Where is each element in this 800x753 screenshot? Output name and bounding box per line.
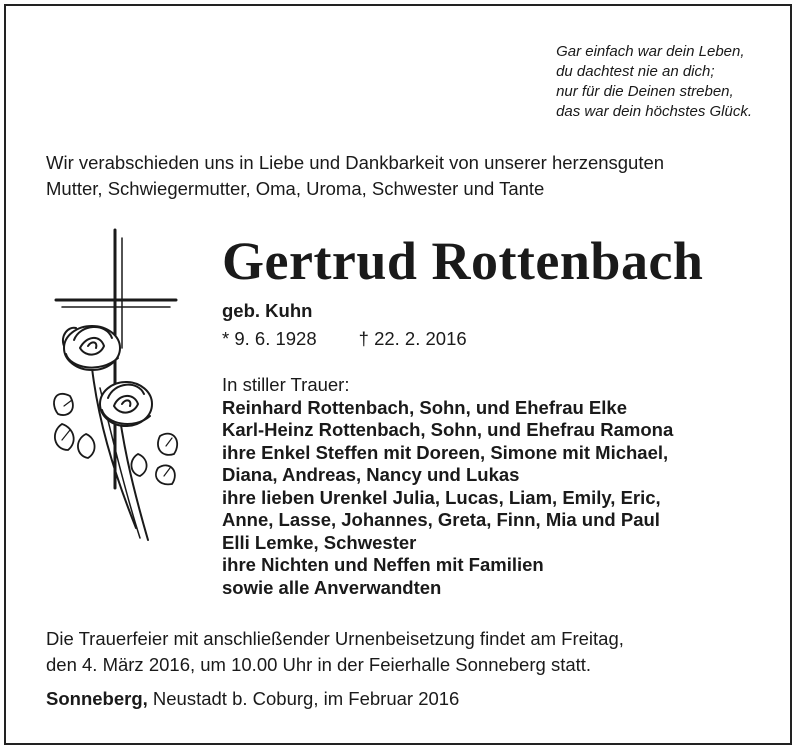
place-rest: Neustadt b. Coburg, im Februar 2016 [147,688,460,709]
place-date-line [46,688,459,710]
mourner-line: Diana, Andreas, Nancy und Lukas [222,464,520,485]
mourners-list [222,374,673,599]
deceased-name: Gertrud Rottenbach [222,231,704,291]
mourner-line: Elli Lemke, Schwester [222,531,417,553]
funeral-info [46,626,624,678]
intro-line: Wir verabschieden uns in Liebe und Dankbarkeit von unserer herzensguten [46,152,665,173]
poem-line: nur für die Deinen streben, [556,83,734,100]
poem [556,42,752,122]
mourner-line: Reinhard Rottenbach, Sohn, und Ehefrau Elke [222,396,627,418]
funeral-info-line: Die Trauerfeier mit anschließender Urnenbeisetzung findet am Freitag, [46,628,624,649]
mourner-line: Karl-Heinz Rottenbach, Sohn, und Ehefrau Ramona [222,419,674,440]
mourner-line: ihre Nichten und Neffen mit Familien [222,554,544,575]
poem-line: das war dein höchstes Glück. [556,103,752,120]
mourner-line: ihre lieben Urenkel Julia, Lucas, Liam, Emily, Eric, [222,486,661,508]
mourner-line: sowie alle Anverwandten [222,576,442,598]
funeral-info-line: den 4. März 2016, um 10.00 Uhr in der Feierhalle Sonneberg statt. [46,654,592,675]
poem-line: Gar einfach war dein Leben, [556,43,745,60]
death-date: † 22. 2. 2016 [358,328,467,349]
intro-text [46,150,664,202]
cross-with-roses-icon [40,228,180,548]
mourner-line: Anne, Lasse, Johannes, Greta, Finn, Mia und Paul [222,509,660,530]
birth-date: * 9. 6. 1928 [222,328,317,349]
intro-line: Mutter, Schwiegermutter, Oma, Uroma, Schwester und Tante [46,178,545,199]
mourners-lead: In stiller Trauer: [222,374,350,395]
mourner-line: ihre Enkel Steffen mit Doreen, Simone mit Michael, [222,441,669,463]
poem-line: du dachtest nie an dich; [556,63,715,80]
place-city: Sonneberg, [46,688,148,709]
birth-name: geb. Kuhn [222,300,313,321]
life-dates [222,328,467,350]
